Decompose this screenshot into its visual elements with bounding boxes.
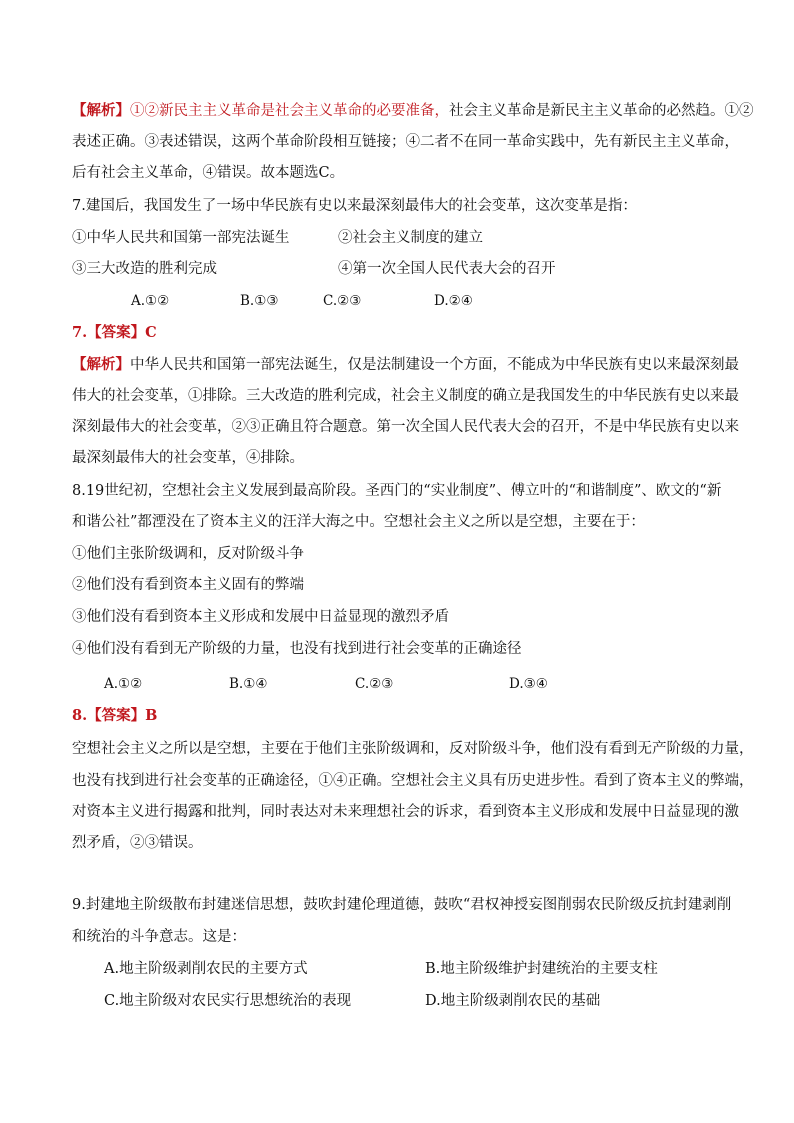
q6-analysis-line-2: 表述正确。③表述错误，这两个革命阶段相互链接；④二者不在同一革命实践中，先有新民主主义革命，	[72, 134, 739, 150]
q7-analysis-line-1	[72, 354, 739, 376]
q7-choice-c: C.②③	[323, 293, 362, 309]
q8-choice-b: B.①④	[229, 676, 268, 692]
q7-item-2: ②社会主义制度的建立	[338, 230, 483, 246]
q8-stem-line-1: 8.19世纪初，空想社会主义发展到最高阶段。圣西门的“实业制度”、傅立叶的“和谐制度”、欧文的“新	[72, 483, 722, 499]
q7-choice-b: B.①③	[240, 293, 279, 309]
q8-answer-label: 8.【答案】	[72, 707, 146, 724]
q8-answer: B	[145, 707, 158, 724]
q9-stem-line-1: 9.封建地主阶级散布封建迷信思想，鼓吹封建伦理道德，鼓吹“君权神授妄图削弱农民阶级反抗封建剥削	[72, 897, 732, 913]
q7-item-1: ①中华人民共和国第一部宪法诞生	[72, 230, 290, 246]
q6-analysis-line-1	[72, 100, 754, 122]
q8-analysis-line-2: 也没有找到进行社会变革的正确途径，①④正确。空想社会主义具有历史进步性。看到了资本主义的弊端，	[72, 773, 754, 789]
q9-stem-line-2: 和统治的斗争意志。这是：	[72, 929, 246, 945]
q7-analysis-line-4: 最深刻最伟大的社会变革，④排除。	[72, 450, 304, 466]
q7-item-3: ③三大改造的胜利完成	[72, 261, 217, 277]
q8-item-1: ①他们主张阶级调和，反对阶级斗争	[72, 546, 304, 562]
q9-choice-c: C.地主阶级对农民实行思想统治的表现	[104, 993, 352, 1009]
q6-analysis-red-lead: ①②新民主主义革命是社会主义革命的必要准备，	[130, 103, 449, 119]
q9-choice-b: B.地主阶级维护封建统治的主要支柱	[425, 961, 658, 977]
q8-choice-c: C.②③	[355, 676, 394, 692]
q6-analysis-line1-rest: 社会主义革命是新民主主义革命的必然趋	[449, 103, 710, 119]
q6-analysis-line-3: 后有社会主义革命，④错误。故本题选C。	[72, 165, 345, 181]
q8-analysis-line-4: 烈矛盾，②③错误。	[72, 835, 203, 851]
q7-analysis-line1-text: 中华人民共和国第一部宪法诞生，仅是法制建设一个方面，不能成为中华民族有史以来最深刻最	[130, 357, 739, 373]
q8-stem-line-2: 和谐公社”都湮没在了资本主义的汪洋大海之中。空想社会主义之所以是空想，主要在于：	[72, 514, 645, 530]
q8-analysis-line-1: 空想社会主义之所以是空想，主要在于他们主张阶级调和，反对阶级斗争，他们没有看到无产阶级的力量，	[72, 741, 754, 757]
q6-analysis-tag: 【解析】	[72, 102, 130, 119]
q8-choice-d: D.③④	[509, 676, 548, 692]
q8-answer-line	[72, 705, 157, 727]
q7-analysis-line-2: 伟大的社会变革，①排除。三大改造的胜利完成，社会主义制度的确立是我国发生的中华民族有史以来最	[72, 388, 739, 404]
q9-choice-d: D.地主阶级剥削农民的基础	[425, 993, 601, 1009]
q8-analysis-line-3: 对资本主义进行揭露和批判，同时表达对未来理想社会的诉求，看到资本主义形成和发展中日益显现的激	[72, 804, 739, 820]
q7-item-4: ④第一次全国人民代表大会的召开	[338, 261, 556, 277]
q7-answer-label: 7.【答案】	[72, 324, 146, 341]
q7-analysis-line-3: 深刻最伟大的社会变革，②③正确且符合题意。第一次全国人民代表大会的召开，不是中华民族有史以来	[72, 419, 739, 435]
q6-analysis-line1-end: 。①②	[710, 103, 754, 119]
q8-item-4: ④他们没有看到无产阶级的力量，也没有找到进行社会变革的正确途径	[72, 641, 522, 657]
q8-item-2: ②他们没有看到资本主义固有的弊端	[72, 577, 304, 593]
q7-stem: 7.建国后，我国发生了一场中华民族有史以来最深刻最伟大的社会变革，这次变革是指：	[72, 198, 637, 214]
q7-choice-d: D.②④	[434, 293, 473, 309]
q8-choice-a: A.①②	[104, 676, 143, 692]
q7-answer: C	[145, 324, 157, 341]
q7-answer-line	[72, 322, 157, 344]
q8-item-3: ③他们没有看到资本主义形成和发展中日益显现的激烈矛盾	[72, 609, 449, 625]
q7-choice-a: A.①②	[131, 293, 170, 309]
q7-analysis-tag: 【解析】	[72, 356, 130, 373]
q9-choice-a: A.地主阶级剥削农民的主要方式	[104, 961, 308, 977]
